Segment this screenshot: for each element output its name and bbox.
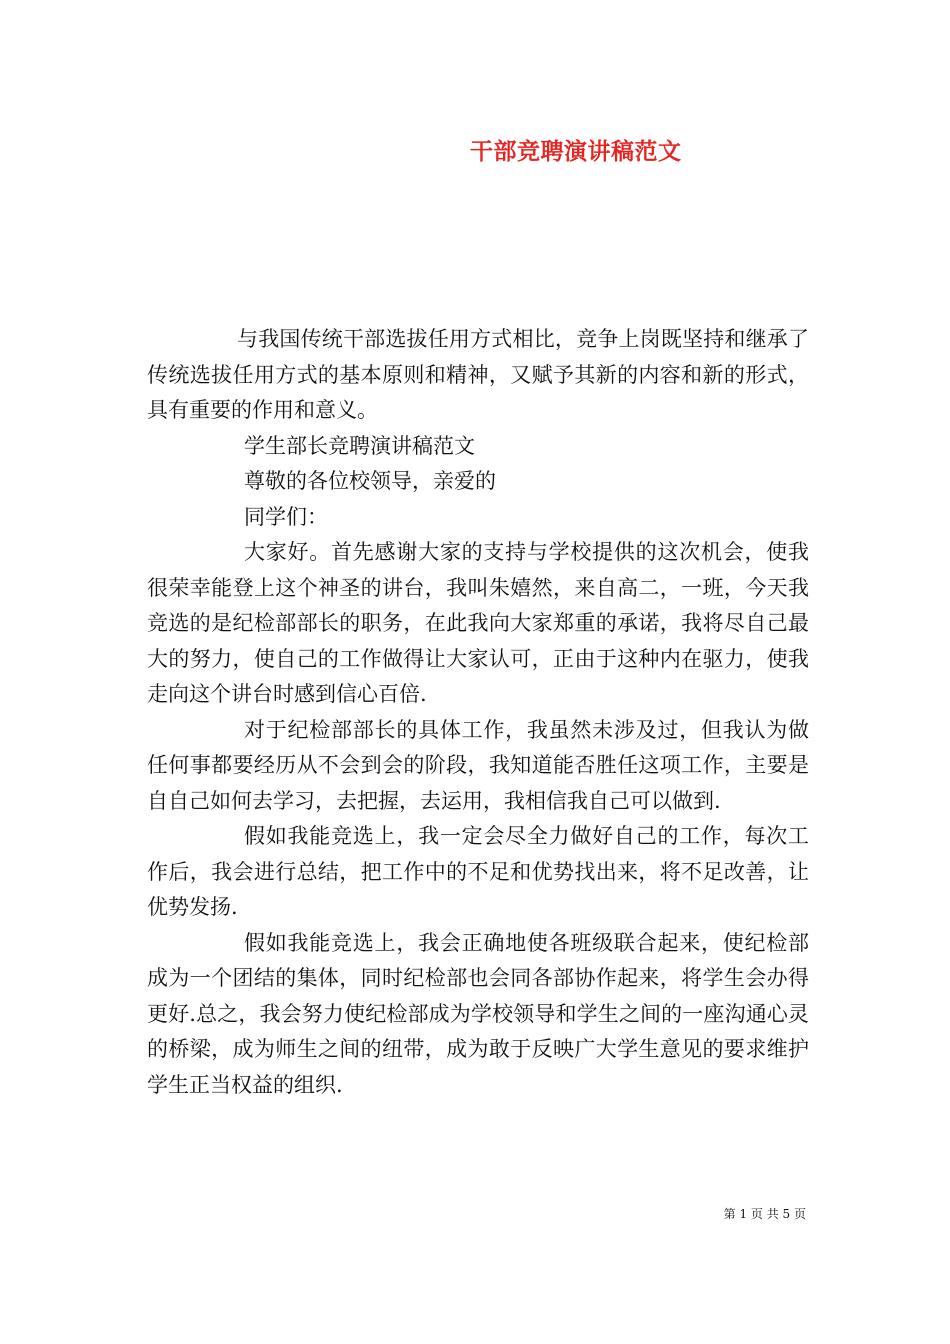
salutation-continuation: 同学们： [244,504,328,529]
document-body [147,322,809,1103]
work-attitude-paragraph: 对于纪检部部长的具体工作，我虽然未涉及过，但我认为做任何事都要经历从不会到会的阶段，我知道能否胜任这项工作，主要是自自己如何去学习，去把握，去运用，我相信我自己可以做到. [147,717,809,813]
goal-paragraph: 假如我能竞选上，我会正确地使各班级联合起来，使纪检部成为一个团结的集体，同时纪检部也会同各部协作起来，将学生会办得更好.总之，我会努力使纪检部成为学校领导和学生之间的一座沟通心灵的桥梁，成为师生之间的纽带，成为敢于反映广大学生意见的要求维护学生正当权益的组织. [147,930,809,1097]
greeting-paragraph: 大家好。首先感谢大家的支持与学校提供的这次机会，使我很荣幸能登上这个神圣的讲台，我叫朱嬉然，来自高二，一班，今天我竞选的是纪检部部长的职务，在此我向大家郑重的承诺，我将尽自己最大的努力，使自己的工作做得让大家认可，正由于这种内在驱力，使我走向这个讲台时感到信心百倍. [147,540,809,706]
salutation-line: 尊敬的各位校领导，亲爱的 [244,469,496,493]
document-title: 干部竞聘演讲稿范文 [470,138,682,165]
commitment-paragraph: 假如我能竞选上，我一定会尽全力做好自己的工作，每次工作后，我会进行总结，把工作中的不足和优势找出来，将不足改善，让优势发扬. [147,824,809,919]
subtitle-line: 学生部长竞聘演讲稿范文 [244,433,475,458]
intro-paragraph: 与我国传统干部选拔任用方式相比，竞争上岗既坚持和继承了传统选拔任用方式的基本原则和精神，又赋予其新的内容和新的形式，具有重要的作用和意义。 [147,327,809,422]
page-number: 第 1 页 共 5 页 [723,1207,806,1221]
